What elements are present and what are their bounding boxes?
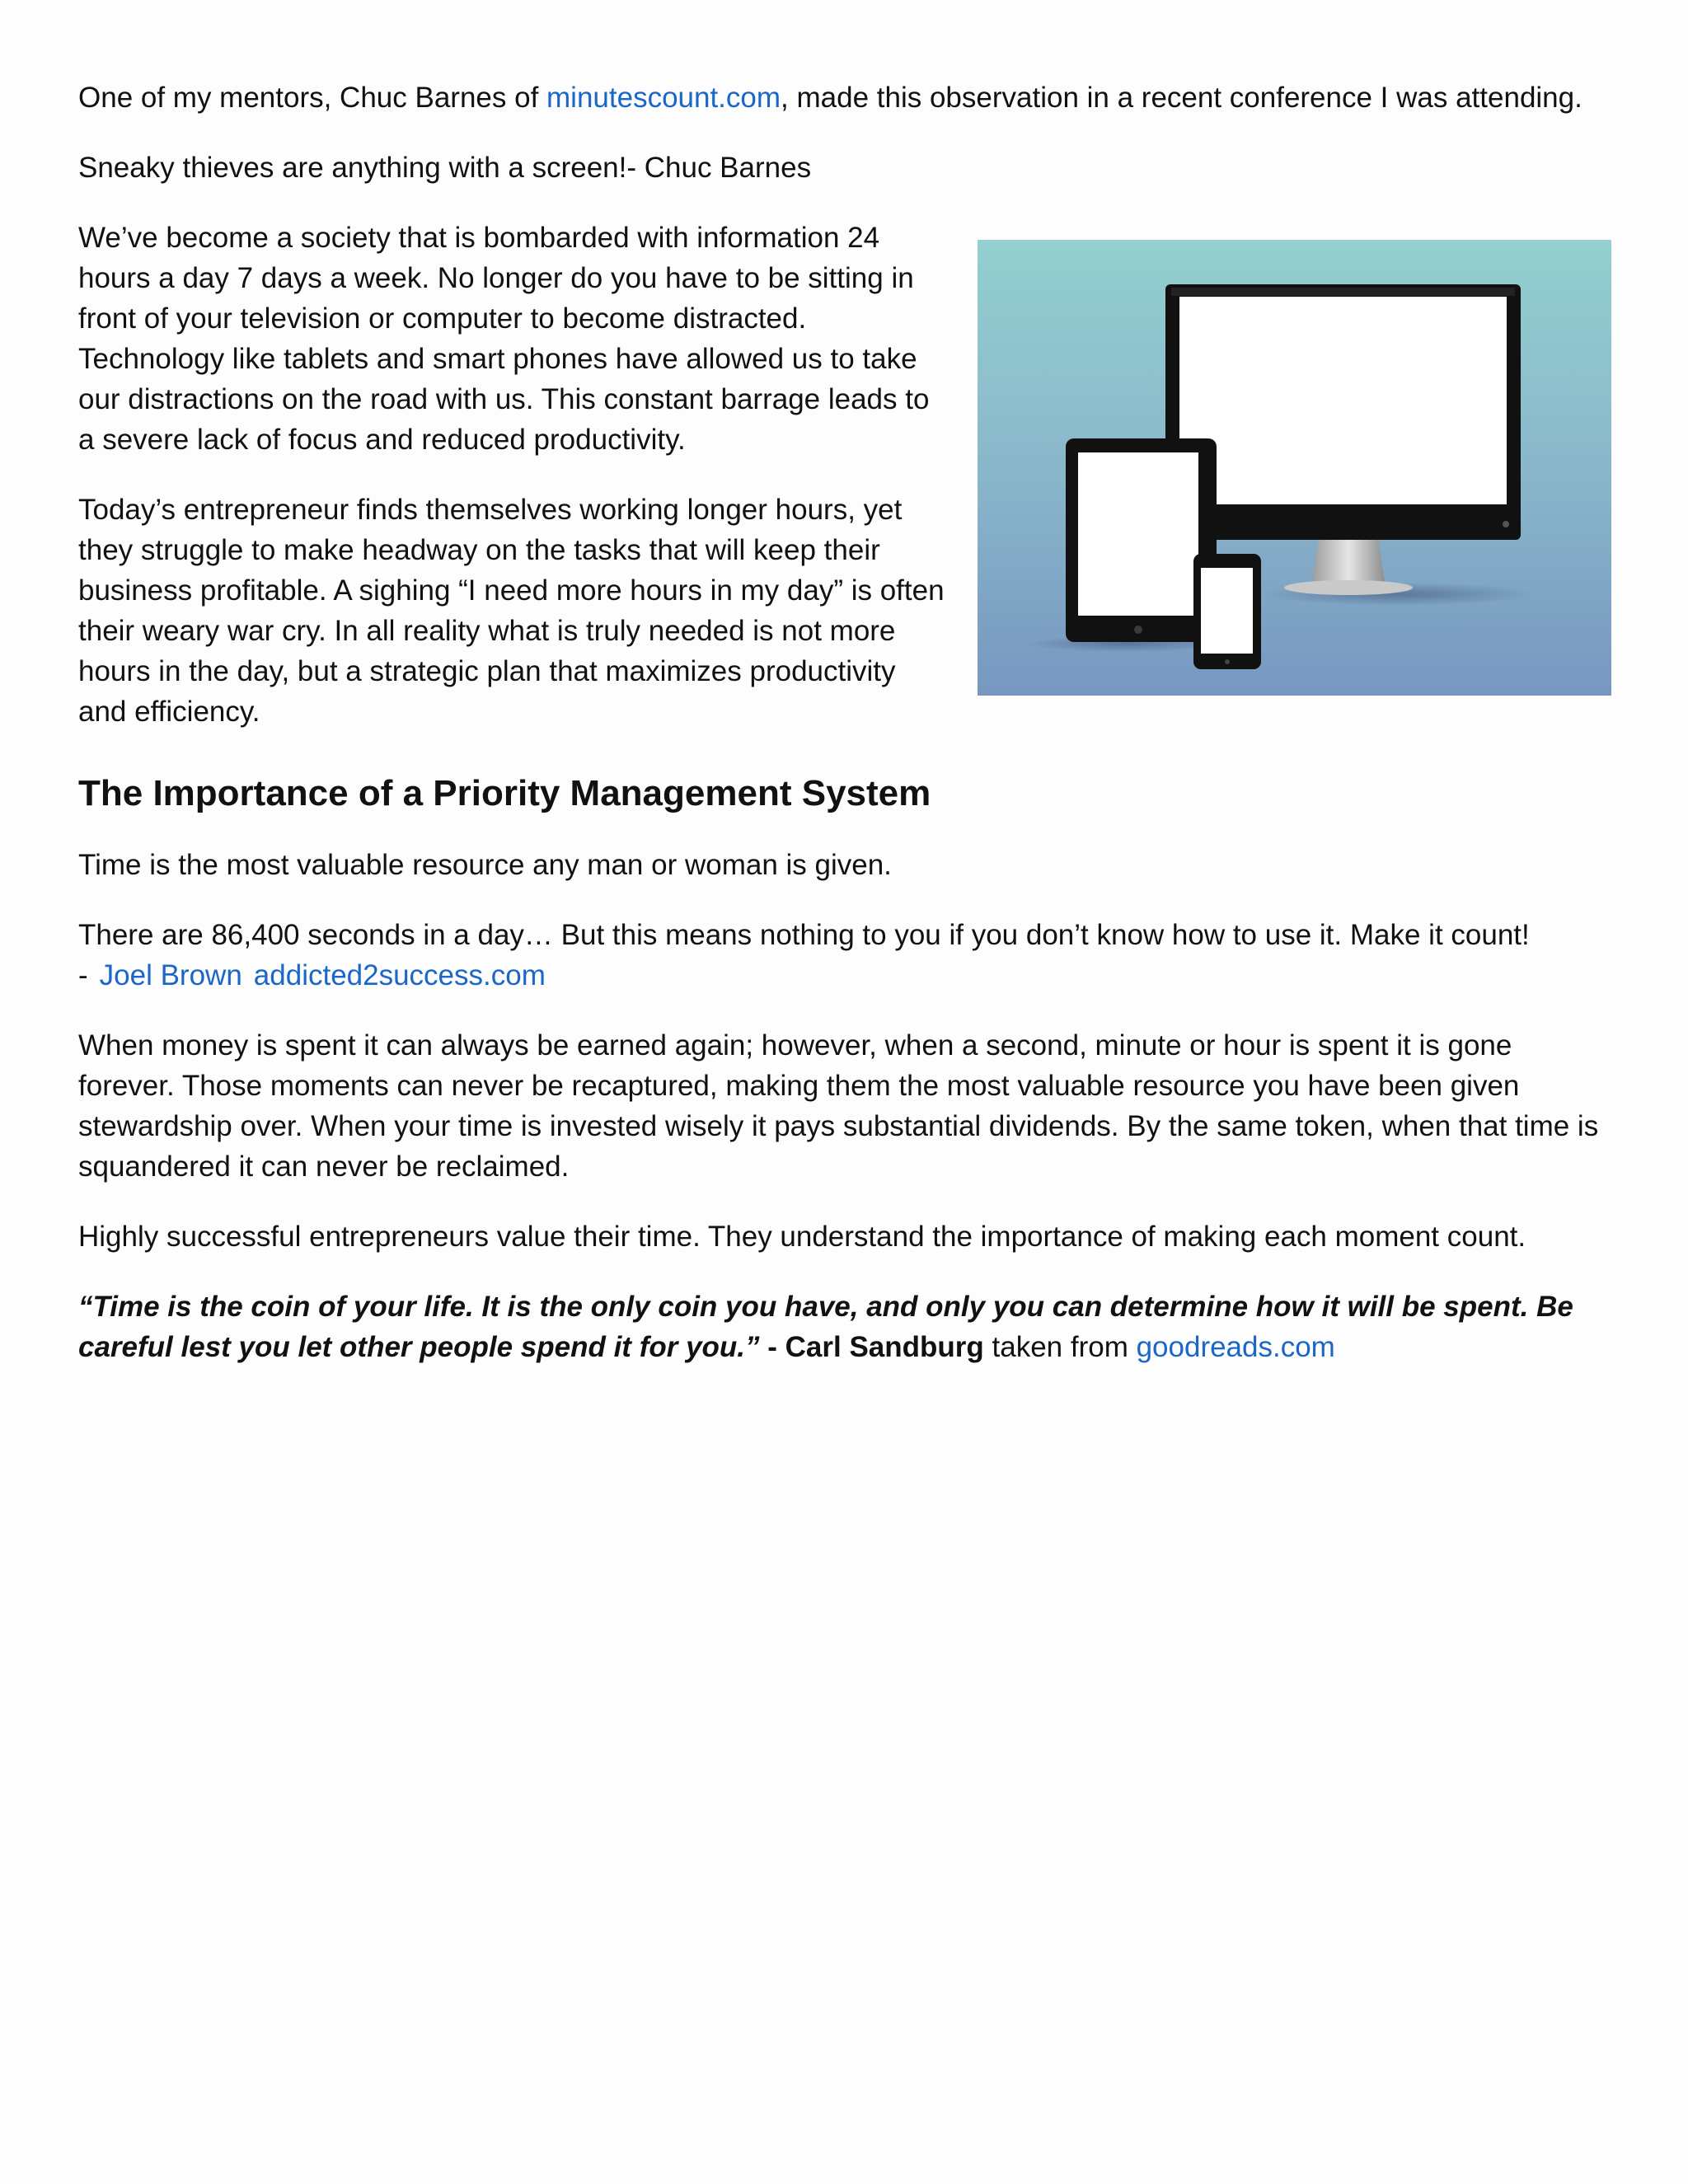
intro-text: One of my mentors, Chuc Barnes of [78,82,547,114]
minutescount-link[interactable]: minutescount.com [546,82,781,114]
sandburg-quote-text: “Time is the coin of your life. It is the only coin you have, and only you can determine how it will be spent. Be careful lest you let other people spend it for you.” [78,1291,1573,1363]
entrepreneur-paragraph: Today’s entrepreneur finds themselves working longer hours, yet they struggle to make headway on the tasks that will keep their business profitable. A sighing “I need more hours in my day” is often their weary war cry. In all reality what is truly needed is not more hours in the day, but a strategic plan that maximizes productivity and efficiency. [78,494,945,728]
money-paragraph: When money is spent it can always be earned again; however, when a second, minute or hour is spent it is gone forever. Those moments can never be recaptured, making them the most valuable resource you have been given stewardship over. When your time is invested wisely it pays substantial dividends. By the same token, when that time is squandered it can never be reclaimed. [78,1029,1599,1183]
devices-image [978,240,1611,696]
sneaky-thieves-quote: Sneaky thieves are anything with a screen!- Chuc Barnes [78,152,812,184]
section-heading: The Importance of a Priority Management System [78,773,931,813]
addicted2success-link[interactable]: addicted2success.com [253,959,546,991]
quote-dash: - [78,959,88,991]
seconds-quote [78,915,1611,996]
document-page [78,77,1611,1367]
seconds-quote-text: There are 86,400 seconds in a day… But this means nothing to you if you don’t know how to use it. Make it count! [78,919,1530,951]
joel-brown-link[interactable]: Joel Brown [99,959,242,991]
intro-text-end: , made this observation in a recent conference I was attending. [781,82,1582,114]
article-section-with-image [78,218,1611,732]
goodreads-link[interactable]: goodreads.com [1136,1331,1335,1363]
society-paragraph: We’ve become a society that is bombarded with information 24 hours a day 7 days a week. No longer do you have to be sitting in front of your television or computer to become distracted. Technology like tablets and smart phones have allowed us to take our distractions on the road with us. This constant barrage leads to a severe lack of focus and reduced productivity. [78,222,930,456]
highly-successful-paragraph: Highly successful entrepreneurs value their time. They understand the importance of making each moment count. [78,1221,1526,1253]
sandburg-author: - Carl Sandburg [759,1331,984,1363]
taken-from-text: taken from [983,1331,1137,1363]
intro-paragraph [78,77,1611,118]
time-paragraph: Time is the most valuable resource any man or woman is given. [78,849,892,881]
sandburg-quote [78,1286,1611,1367]
